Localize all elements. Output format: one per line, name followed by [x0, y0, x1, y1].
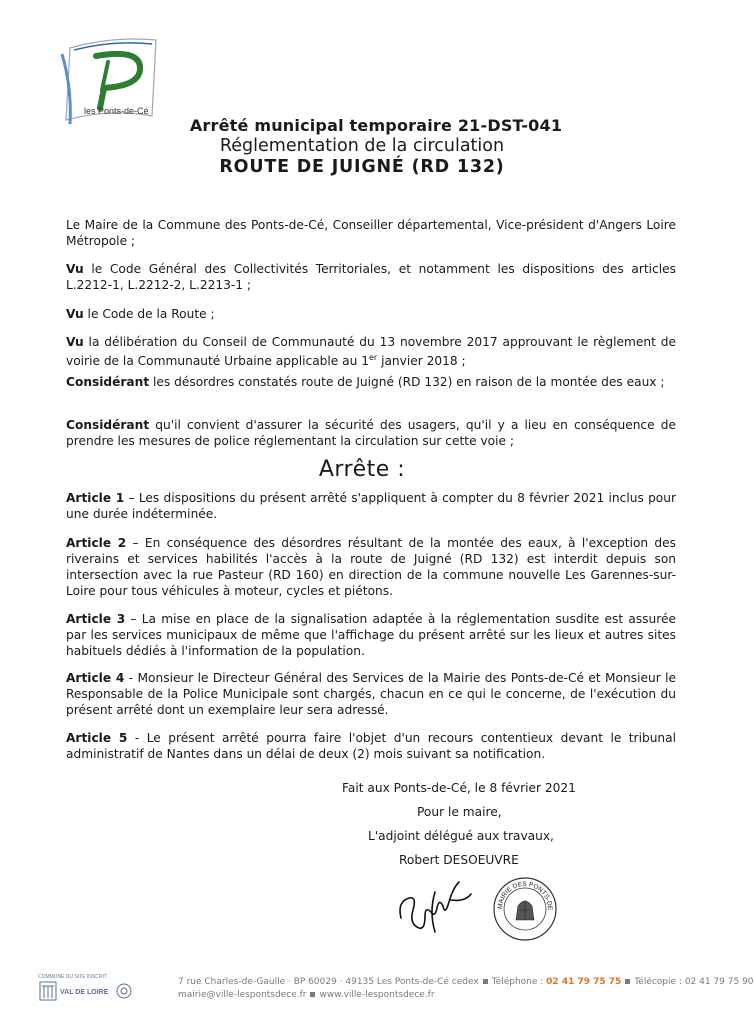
- for-mayor: Pour le maire,: [417, 805, 502, 819]
- svg-text:COMMUNE DU SITE INSCRIT: COMMUNE DU SITE INSCRIT: [38, 974, 107, 980]
- considerant-label: Considérant: [66, 375, 150, 389]
- article-label: Article 5: [66, 731, 128, 745]
- preamble-vu-cgct: Vu le Code Général des Collectivités Territoriales, et notamment les dispositions des articles L.2212-1, L.2212-2, L.2213-1 ;: [66, 262, 676, 292]
- article-4: Article 4 - Monsieur le Directeur Général des Services de la Mairie des Ponts-de-Cé et Monsieur le Responsable de la Police Municipale sont chargés, chacun en ce qui le concerne, de l'exécution du présent arrêté dont un exemplaire leur sera adressé.: [66, 671, 676, 717]
- preamble-considerant-1: Considérant les désordres constatés route de Juigné (RD 132) en raison de la montée des eaux ;: [66, 375, 665, 389]
- stamp-text: MAIRIE DES PONTS-DE: [496, 880, 554, 911]
- preamble-considerant-2: Considérant qu'il convient d'assurer la sécurité des usagers, qu'il y a lieu en conséquence de prendre les mesures de police réglementant la circulation sur cette voie ;: [66, 418, 676, 448]
- article-1: Article 1 – Les dispositions du présent arrêté s'appliquent à compter du 8 février 2021 inclus pour une durée indéterminée.: [66, 491, 677, 521]
- arrete-heading: Arrête :: [318, 457, 406, 482]
- article-3: Article 3 – La mise en place de la signalisation adaptée à la réglementation susdite est assurée par les services municipaux de même que l'affichage du présent arrêté sur les lieux et autres sites habituels dédiés à l'information de la population.: [66, 612, 676, 658]
- signatory-role: L'adjoint délégué aux travaux,: [368, 829, 554, 843]
- article-label: Article 3: [66, 612, 126, 626]
- handwritten-signature: [395, 872, 475, 942]
- article-label: Article 1: [66, 491, 125, 505]
- val-de-loire-logo: [36, 972, 140, 1008]
- official-stamp: [492, 876, 558, 942]
- place-date: Fait aux Ponts-de-Cé, le 8 février 2021: [342, 781, 576, 795]
- footer-email[interactable]: mairie@ville-lespontsdece.fr: [178, 990, 307, 1000]
- svg-text:VAL DE LOIRE: VAL DE LOIRE: [60, 989, 109, 996]
- logo-text: les Ponts-de-Cé: [84, 106, 149, 116]
- title-block: [60, 116, 664, 177]
- footer-fax: Télécopie : 02 41 79 75 90: [634, 977, 754, 987]
- article-5: Article 5 - Le présent arrêté pourra faire l'objet d'un recours contentieux devant le tribunal administratif de Nantes dans un délai de deux (2) mois suivant sa notification.: [66, 731, 676, 761]
- footer-phone: 02 41 79 75 75: [546, 977, 622, 987]
- vu-label: Vu: [66, 307, 84, 321]
- vu-label: Vu: [66, 335, 84, 349]
- decree-road: ROUTE DE JUIGNÉ (RD 132): [219, 157, 505, 177]
- article-2: Article 2 – En conséquence des désordres résultant de la montée des eaux, à l'exception des riverains et services habilités l'accès à la route de Juigné (RD 132) est interdit depuis son intersection avec la rue Pasteur (RD 160) en direction de la commune nouvelle Les Garennes-sur-Loire pour tous véhicules à moteur, cycles et piétons.: [66, 536, 676, 598]
- footer-website[interactable]: www.ville-lespontsdece.fr: [319, 990, 435, 1000]
- signatory-name: Robert DESOEUVRE: [399, 853, 519, 867]
- decree-subject: Réglementation de la circulation: [219, 136, 505, 156]
- preamble-vu-code-route: Vu le Code de la Route ;: [66, 307, 215, 321]
- considerant-label: Considérant: [66, 418, 150, 432]
- article-label: Article 4: [66, 671, 125, 685]
- vu-label: Vu: [66, 262, 84, 276]
- footer-address: 7 rue Charles-de-Gaulle · BP 60029 · 49135 Les Ponts-de-Cé cedex: [178, 977, 479, 987]
- city-logo: [52, 28, 162, 128]
- preamble-vu-deliberation: Vu la délibération du Conseil de Communauté du 13 novembre 2017 approuvant le règlement de voirie de la Communauté Urbaine applicable au 1er janvier 2018 ;: [66, 335, 676, 369]
- footer-contact: 7 rue Charles-de-Gaulle · BP 60029 · 49135 Les Ponts-de-Cé cedex Téléphone : 02 41 79 75 75 Télécopie : 02 41 79 75 90 mairie@ville-lespontsdece.fr www.ville-lespontsdece.fr: [178, 977, 754, 1000]
- preamble-maire: Le Maire de la Commune des Ponts-de-Cé, Conseiller départemental, Vice-président d'Angers Loire Métropole ;: [66, 218, 676, 248]
- decree-number: Arrêté municipal temporaire 21-DST-041: [189, 116, 563, 135]
- article-label: Article 2: [66, 536, 127, 550]
